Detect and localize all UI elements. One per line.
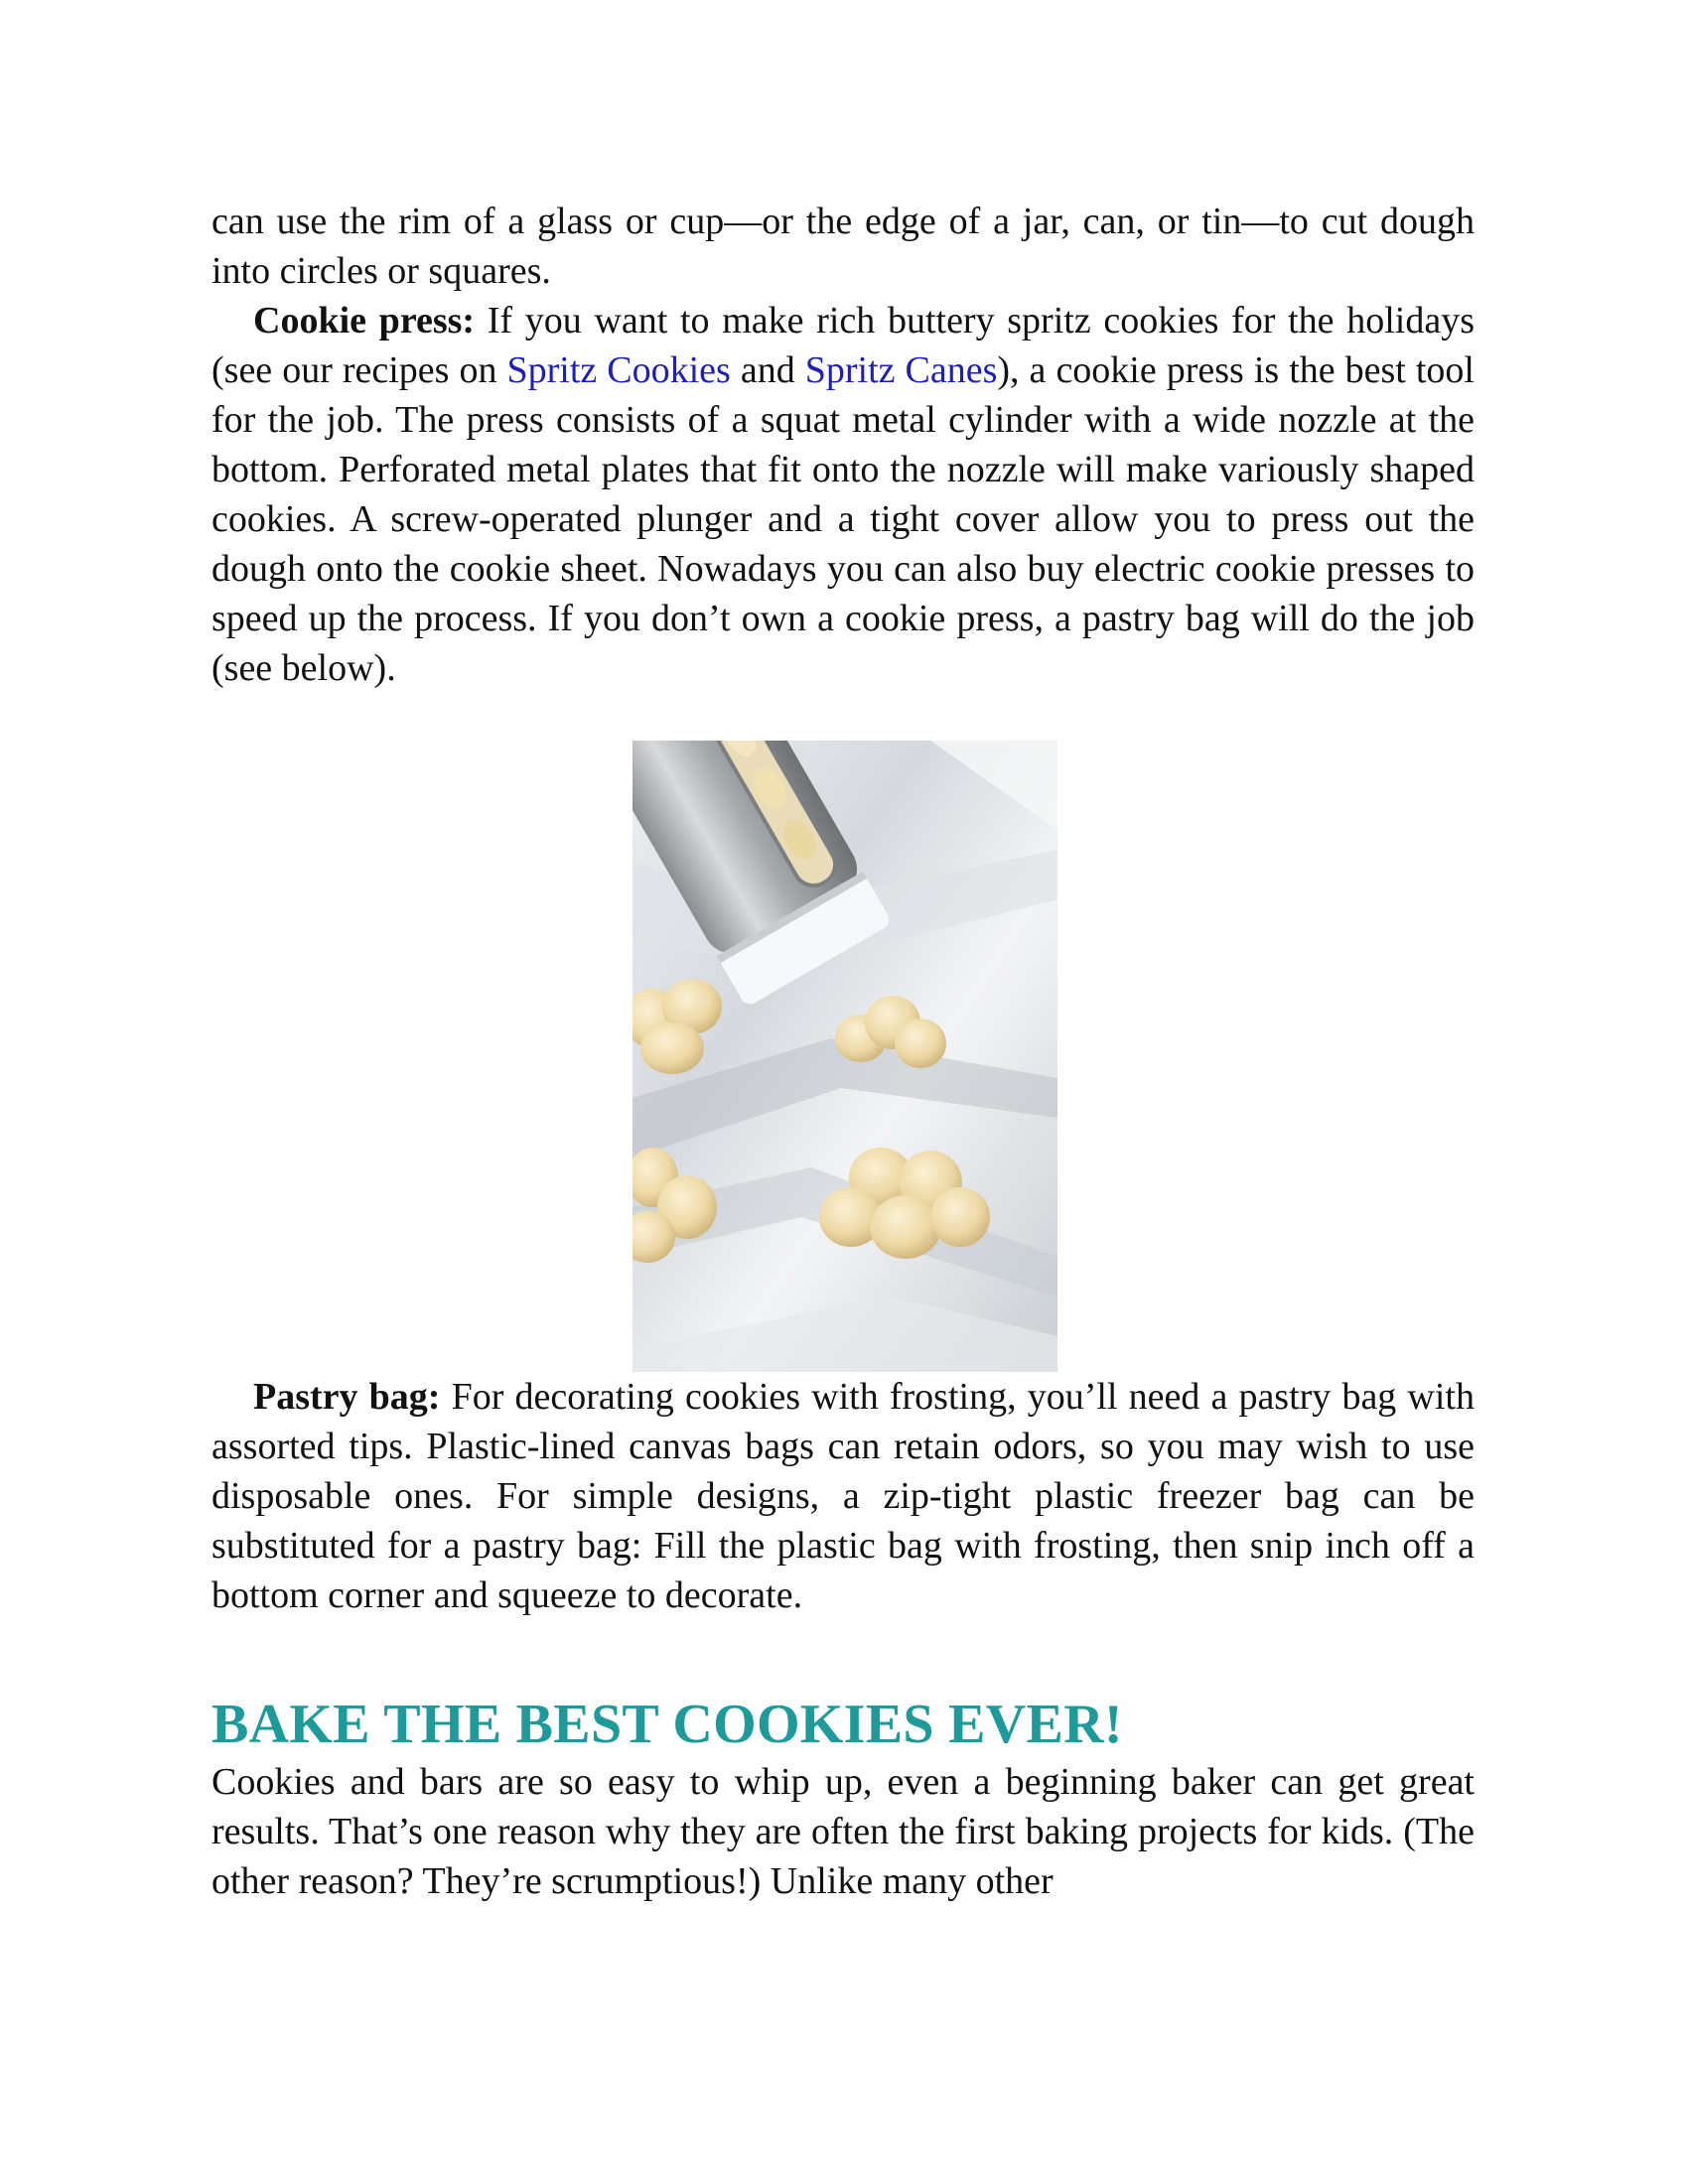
figure-container [211, 741, 1475, 1372]
link-spritz-canes[interactable]: Spritz Canes [804, 349, 998, 391]
document-page [211, 197, 1475, 1906]
paragraph-cutting-dough [211, 197, 1475, 296]
paragraph-text: can use the rim of a glass or cup—or the edge of a jar, can, or tin—to cut dough into circles or squares. [211, 201, 1475, 292]
term-pastry-bag: Pastry bag: [253, 1376, 441, 1418]
term-cookie-press: Cookie press: [253, 300, 476, 341]
section-heading: BAKE THE BEST COOKIES EVER! [211, 1694, 1123, 1755]
paragraph-text: Cookies and bars are so easy to whip up, even a beginning baker can get great results. That’s one reason why they are often the first baking projects for kids. (The other reason? They’re scrumptious!) Unlike many other [211, 1761, 1475, 1902]
paragraph-text: ), a cookie press is the best tool for the job. The press consists of a squat metal cylinder with a wide nozzle at the bottom. Perforated metal plates that fit onto the nozzle will make variously shaped cookies. A screw-operated plunger and a tight cover allow you to press out the dough onto the cookie sheet. Nowadays you can also buy electric cookie presses to speed up the process. If you don’t own a cookie press, a pastry bag will do the job (see below). [211, 349, 1475, 689]
cookie-press-photo [633, 741, 1057, 1372]
paragraph-cookie-press [211, 296, 1475, 693]
paragraph-intro [211, 1757, 1475, 1906]
paragraph-text: and [730, 349, 805, 391]
link-spritz-cookies[interactable]: Spritz Cookies [506, 349, 731, 391]
paragraph-text: For decorating cookies with frosting, you’ll need a pastry bag with assorted tips. Plastic-lined canvas bags can retain odors, so you may wish to use disposable ones. For simple designs, a zip-tight plastic freezer bag can be substituted for a pastry bag: Fill the plastic bag with frosting, then snip inch off a bottom corner and squeeze to decorate. [211, 1376, 1475, 1616]
paragraph-text: If you want to make rich buttery spritz cookies for the holidays (see our recipes on [211, 300, 1475, 391]
paragraph-pastry-bag [211, 1372, 1475, 1620]
